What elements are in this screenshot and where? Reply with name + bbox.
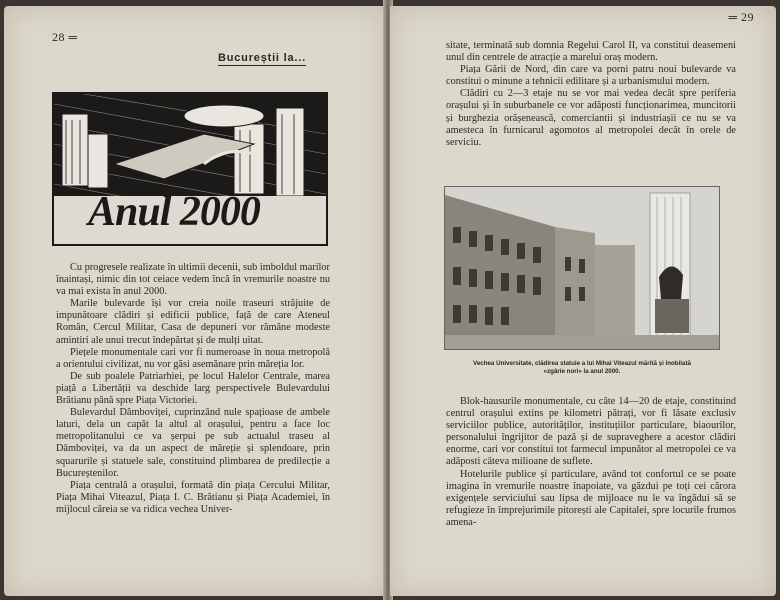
anul-2000-illustration [52, 92, 328, 246]
paragraph: Piețele monumentale cari vor fi numeroase în noua metropolă a orientului civilizat, nu vor găsi asemănare prin măreția lor. [56, 346, 330, 370]
paragraph: Bulevardul Dâmboviței, cuprinzând nule spațioase de ambele laturi, dela un capăt la altul al orașului, pentru a face loc metropolitanului ce va șerpui pe sub actualul traseu al Dâmboviței, va da un aspect de măreție și splendoare, prin squarurile și statuele sale, constituind plimbarea de predilecție a Bucureștenilor. [56, 407, 330, 479]
paragraph: Piața centrală a orașului, formată din piața Cercului Militar, Piața Mihai Viteazul, Piața I. C. Brătianu și Piața Academiei, în mijlocul căreia se va ridica vechea Univer- [56, 479, 330, 515]
paragraph: Hotelurile publice și particulare, având tot confortul ce se poate imagina în vremurile noastre înapoiate, va găzdui pe toți cei cărora exigențele serviciului sau lipsa de mijloace nu le va îngădui să se refugieze în împrejurimile pitorești ale Capitalei, spre locurile frumos amena- [446, 468, 736, 528]
paragraph: sitate, terminată sub domnia Regelui Carol II, va constitui deasemeni unul din centrele de atracție a marelui oraș modern. [446, 40, 736, 64]
paragraph: Clădiri cu 2—3 etaje nu se vor mai vedea decât spre periferia orașului și în suburbanele ce vor adăposti funcționarimea, muncitorii și burghezia orășenească, comerciantii și industriașii ce nu se va amesteca în furnicarul agomotos al metropolei decât în orele de serviciu. [446, 88, 736, 148]
right-page-body-top [446, 40, 736, 149]
left-page-number: 28 ═ [52, 30, 78, 44]
left-page-body [56, 262, 330, 516]
paragraph: De sub poalele Patriarhiei, pe locul Halelor Centrale, marea piață a Libertății va deschide larg perspectivele Bulevardului Brătianu până spre Piața Victoriei. [56, 370, 330, 407]
paragraph: Marile bulevarde își vor creia noile traseuri străjuite de impunătoare clădiri și edificii publice, față de care Ateneul Român, Cercul Militar, Casa de depuneri vor rămâne modeste amintiri ale unui trecut îndepărtat și de mulți uitat. [56, 298, 330, 346]
chapter-title: Bucureștii la... [218, 52, 306, 64]
paragraph: Cu progresele realizate în ultimii decenii, sub imboldul marilor înaintași, nimic din tot ceiace vedem încă în vremurile noastre nu va mai exista în anul 2000. [56, 262, 330, 298]
paragraph: Blok-hausurile monumentale, cu câte 14—20 de etaje, constituind centrul orașului extins pe kilometri pătrați, vor fi lăsate exclusiv serviciilor publice, autorităților, instituțiilor particulare, biaourilor, personalului îngrijitor de pază și de supraveghere a acestor clădiri enorme, cari vor constitui tot farmecul impunător al metropolei ce va adăposti câteva milioane de suflete. [446, 396, 736, 468]
right-page-number: ═ 29 [728, 10, 754, 24]
photo-caption: Vechea Universitate, clădirea statuie a lui Mihai Viteazul mărită și înobilată «zgârie nori» la anul 2000. [473, 360, 691, 375]
illustration-title: Anul 2000 [88, 189, 260, 235]
old-university-photo [444, 186, 720, 350]
photo-drawing [445, 187, 719, 349]
right-page-body-bottom [446, 396, 736, 529]
paragraph: Piața Gării de Nord, din care va porni patru noui bulevarde va constitui o minune a tehnicii edilitare și a urbanismului modern. [446, 64, 736, 88]
